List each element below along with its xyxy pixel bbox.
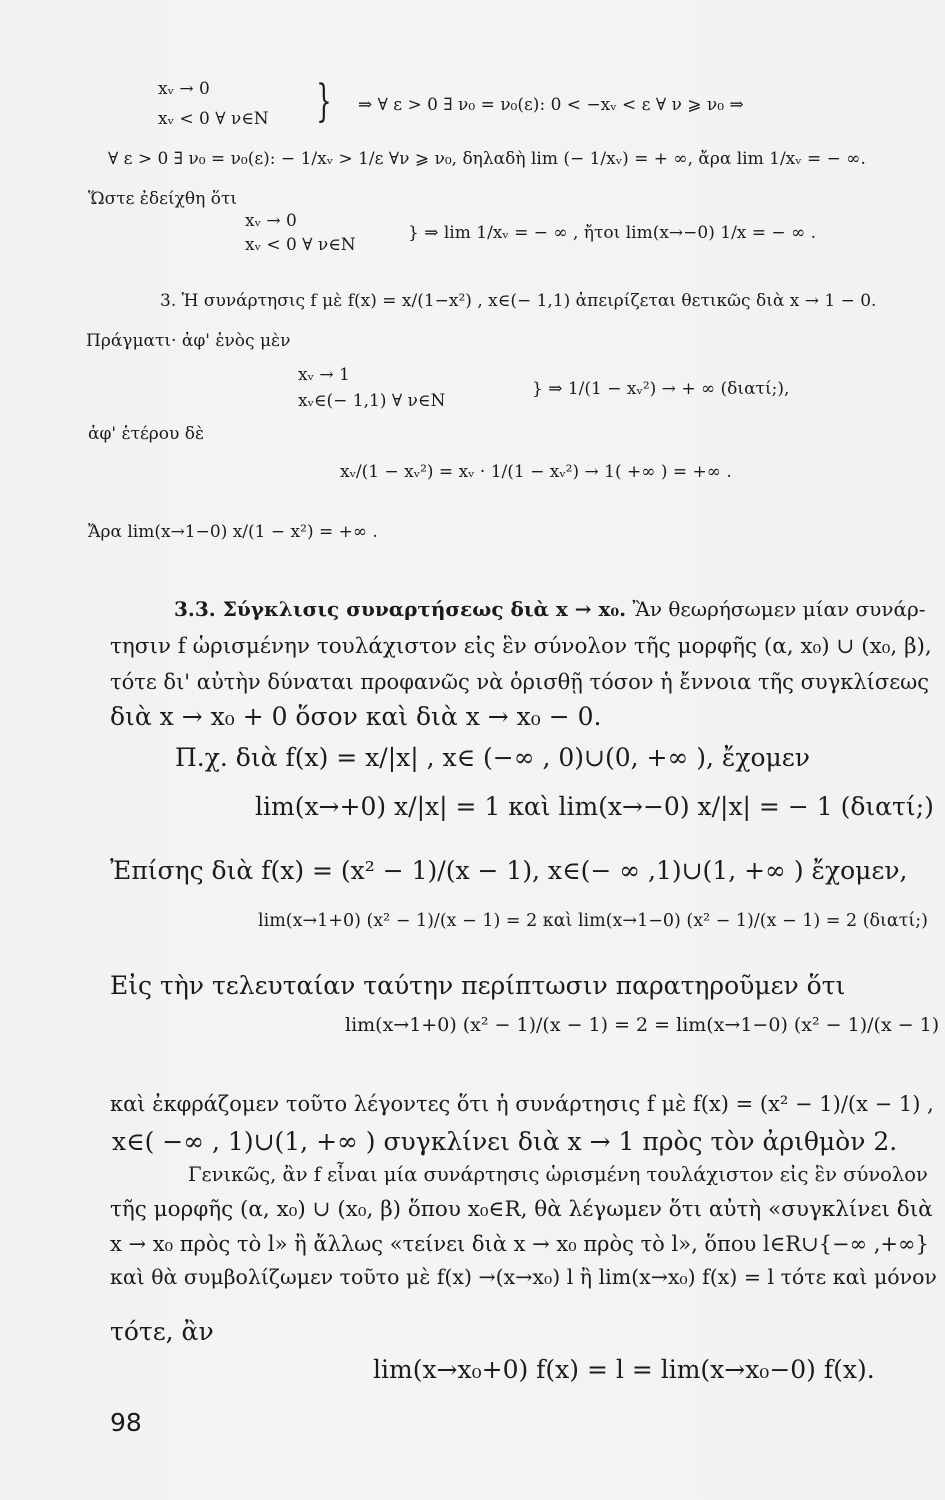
observation-line: Εἰς τὴν τελευταίαν ταύτην περίπτωσιν παρατηροῦμεν ὅτι [110,971,846,1000]
also-line: Ἐπίσης διὰ f(x) = (x² − 1)/(x − 1), x∈(− ∞ ,1)∪(1, +∞ ) ἔχομεν, [110,856,908,885]
epsilon-statement: ⇒ ∀ ε > 0 ∃ ν₀ = ν₀(ε): 0 < −xᵥ < ε ∀ ν ⩾ ν₀ ⇒ [358,95,744,115]
cond-line-6: xᵥ∈(− 1,1) ∀ ν∈N [298,391,446,411]
on-the-other-hand: ἀφ' ἑτέρου δὲ [88,424,205,444]
then-line: τότε, ἂν [110,1317,214,1346]
limit-result-2: } ⇒ 1/(1 − xᵥ²) → + ∞ (διατί;), [532,379,790,399]
paragraph-line: τησιν f ὡρισμένην τουλάχιστον εἰς ἓν σύνολον τῆς μορφῆς (α, x₀) ∪ (x₀, β), [110,634,932,659]
paragraph-line: x → x₀ πρὸς τὸ l» ἢ ἄλλως «τείνει διὰ x → x₀ πρὸς τὸ l», ὅπου l∈R∪{−∞ ,+∞} [110,1232,929,1256]
example-line: Π.χ. διὰ f(x) = x/|x| , x∈ (−∞ , 0)∪(0, +∞ ), ἔχομεν [175,743,810,772]
paragraph-line: τῆς μορφῆς (α, x₀) ∪ (x₀, β) ὅπου x₀∈R, θὰ λέγωμεν ὅτι αὐτὴ «συγκλίνει διὰ [110,1197,933,1222]
limit-equality: lim(x→1+0) (x² − 1)/(x − 1) = 2 = lim(x→1−0) (x² − 1)/(x − 1) [345,1014,940,1036]
limit-line: lim(x→1+0) (x² − 1)/(x − 1) = 2 καὶ lim(x→1−0) (x² − 1)/(x − 1) = 2 (διατί;) [258,911,929,931]
example-3: 3. Ἡ συνάρτησις f μὲ f(x) = x/(1−x²) , x∈(− 1,1) ἀπειρίζεται θετικῶς διὰ x → 1 − 0. [160,291,877,311]
paragraph-line: καὶ θὰ συμβολίζωμεν τοῦτο μὲ f(x) →(x→x₀) l ἢ lim(x→x₀) f(x) = l τότε καὶ μόνον [110,1265,937,1289]
identity-line: xᵥ/(1 − xᵥ²) = xᵥ · 1/(1 − xᵥ²) → 1( +∞ ) = +∞ . [340,462,732,482]
indeed-line: Πράγματι· ἀφ' ἑνὸς μὲν [86,331,291,351]
limit-result-1: } ⇒ lim 1/xᵥ = − ∞ , ἤτοι lim(x→−0) 1/x = − ∞ . [408,223,817,243]
brace: } [316,76,332,127]
cond-line-3: xᵥ → 0 [245,211,297,231]
paragraph-line: διὰ x → x₀ + 0 ὅσον καὶ διὰ x → x₀ − 0. [110,702,602,731]
final-limit: lim(x→x₀+0) f(x) = l = lim(x→x₀−0) f(x). [373,1355,875,1384]
paragraph-line: τότε δι' αὐτὴν δύναται προφανῶς νὰ ὁρισθῇ τόσον ἡ ἔννοια τῆς συγκλίσεως [110,670,930,694]
limit-line: lim(x→+0) x/|x| = 1 καὶ lim(x→−0) x/|x| = − 1 (διατί;) [255,792,934,821]
hence-limit: Ἄρα lim(x→1−0) x/(1 − x²) = +∞ . [88,522,378,542]
cond-line-5: xᵥ → 1 [298,365,350,385]
page-number: 98 [110,1408,142,1437]
cond-line-2: xᵥ < 0 ∀ ν∈N [158,109,269,129]
paragraph-line: καὶ ἐκφράζομεν τοῦτο λέγοντες ὅτι ἡ συνάρτησις f μὲ f(x) = (x² − 1)/(x − 1) , [110,1092,934,1116]
section-heading: 3.3. Σύγκλισις συναρτήσεως διὰ x → x₀. [174,597,627,621]
paragraph-line: Γενικῶς, ἂν f εἶναι μία συνάρτησις ὡρισμένη τουλάχιστον εἰς ἓν σύνολον [188,1163,928,1186]
section-intro: Ἂν θεωρήσωμεν μίαν συνάρ- [632,597,926,621]
cond-line-1: xᵥ → 0 [158,79,210,99]
section-heading-line [174,598,926,621]
paragraph-line: x∈( −∞ , 1)∪(1, +∞ ) συγκλίνει διὰ x → 1 πρὸς τὸν ἀριθμὸν 2. [112,1127,898,1156]
epsilon-line: ∀ ε > 0 ∃ ν₀ = ν₀(ε): − 1/xᵥ > 1/ε ∀ν ⩾ ν₀, δηλαδὴ lim (− 1/xᵥ) = + ∞, ἄρα lim 1/xᵥ = − ∞. [108,149,866,169]
cond-line-4: xᵥ < 0 ∀ ν∈N [245,235,356,255]
therefore-line: Ὥστε ἐδείχθη ὅτι [88,189,238,209]
